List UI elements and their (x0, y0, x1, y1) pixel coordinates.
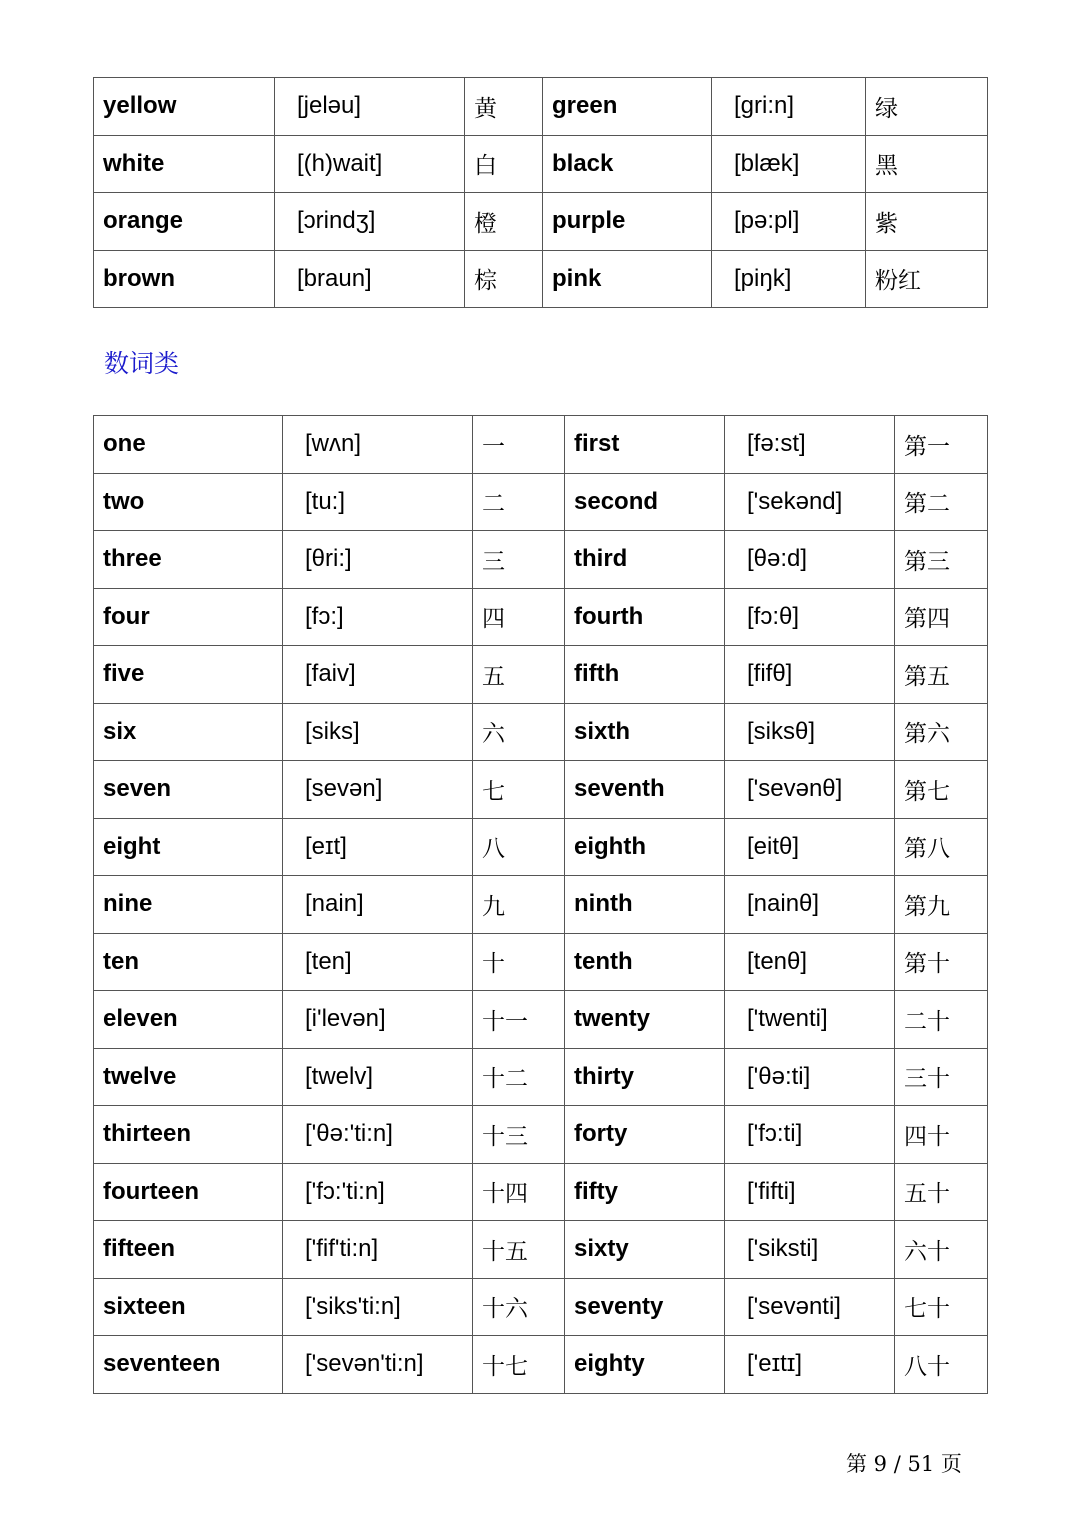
phonetic-cell: [ten] (283, 933, 473, 991)
meaning-cell: 四十 (895, 1106, 988, 1164)
phonetic-cell: ['twenti] (725, 991, 895, 1049)
phonetic-cell: ['sevənθ] (725, 761, 895, 819)
phonetic-cell: ['eɪtɪ] (725, 1336, 895, 1394)
table-row (94, 761, 988, 819)
phonetic-cell: [tu:] (283, 473, 473, 531)
word-cell: two (94, 473, 283, 531)
meaning-cell: 三十 (895, 1048, 988, 1106)
word-cell: fifty (565, 1163, 725, 1221)
phonetic-cell: [(h)wait] (275, 135, 465, 193)
word-cell: sixteen (94, 1278, 283, 1336)
word-cell: seventh (565, 761, 725, 819)
section-title-numerals: 数词类 (104, 349, 180, 378)
meaning-cell: 十三 (473, 1106, 565, 1164)
meaning-cell: 十一 (473, 991, 565, 1049)
meaning-cell: 二 (473, 473, 565, 531)
meaning-cell: 八十 (895, 1336, 988, 1394)
table-row (94, 531, 988, 589)
word-cell: sixth (565, 703, 725, 761)
meaning-cell: 四 (473, 588, 565, 646)
phonetic-cell: [jeləu] (275, 78, 465, 136)
word-cell: orange (94, 193, 275, 251)
table-row (94, 646, 988, 704)
meaning-cell: 棕 (465, 250, 543, 308)
word-cell: first (565, 416, 725, 474)
word-cell: one (94, 416, 283, 474)
word-cell: yellow (94, 78, 275, 136)
phonetic-cell: [fɔ:] (283, 588, 473, 646)
word-cell: ten (94, 933, 283, 991)
word-cell: three (94, 531, 283, 589)
phonetic-cell: [braun] (275, 250, 465, 308)
table-row (94, 933, 988, 991)
word-cell: white (94, 135, 275, 193)
word-cell: fifteen (94, 1221, 283, 1279)
colors-table-body (94, 78, 988, 308)
table-row (94, 250, 988, 308)
table-row (94, 78, 988, 136)
word-cell: seventeen (94, 1336, 283, 1394)
phonetic-cell: ['θə:'ti:n] (283, 1106, 473, 1164)
phonetic-cell: ['fifti] (725, 1163, 895, 1221)
meaning-cell: 第九 (895, 876, 988, 934)
phonetic-cell: ['siksti] (725, 1221, 895, 1279)
word-cell: seven (94, 761, 283, 819)
word-cell: four (94, 588, 283, 646)
word-cell: forty (565, 1106, 725, 1164)
meaning-cell: 六十 (895, 1221, 988, 1279)
phonetic-cell: [fifθ] (725, 646, 895, 704)
word-cell: purple (543, 193, 712, 251)
meaning-cell: 三 (473, 531, 565, 589)
table-row (94, 416, 988, 474)
phonetic-cell: [siksθ] (725, 703, 895, 761)
word-cell: fifth (565, 646, 725, 704)
table-row (94, 193, 988, 251)
phonetic-cell: [eɪt] (283, 818, 473, 876)
meaning-cell: 第六 (895, 703, 988, 761)
table-row (94, 703, 988, 761)
word-cell: eighty (565, 1336, 725, 1394)
meaning-cell: 十二 (473, 1048, 565, 1106)
meaning-cell: 十四 (473, 1163, 565, 1221)
meaning-cell: 五 (473, 646, 565, 704)
word-cell: fourth (565, 588, 725, 646)
phonetic-cell: ['fif'ti:n] (283, 1221, 473, 1279)
meaning-cell: 绿 (866, 78, 988, 136)
phonetic-cell: [faiv] (283, 646, 473, 704)
meaning-cell: 五十 (895, 1163, 988, 1221)
table-row (94, 876, 988, 934)
table-row (94, 588, 988, 646)
word-cell: green (543, 78, 712, 136)
word-cell: twenty (565, 991, 725, 1049)
meaning-cell: 第三 (895, 531, 988, 589)
table-row (94, 1278, 988, 1336)
meaning-cell: 第十 (895, 933, 988, 991)
phonetic-cell: [wʌn] (283, 416, 473, 474)
table-row (94, 1106, 988, 1164)
word-cell: eleven (94, 991, 283, 1049)
meaning-cell: 橙 (465, 193, 543, 251)
table-row (94, 473, 988, 531)
meaning-cell: 十 (473, 933, 565, 991)
phonetic-cell: ['sevənti] (725, 1278, 895, 1336)
phonetic-cell: [blæk] (712, 135, 866, 193)
meaning-cell: 第五 (895, 646, 988, 704)
phonetic-cell: ['θə:ti] (725, 1048, 895, 1106)
word-cell: six (94, 703, 283, 761)
word-cell: brown (94, 250, 275, 308)
table-row (94, 1336, 988, 1394)
table-row (94, 1048, 988, 1106)
word-cell: black (543, 135, 712, 193)
phonetic-cell: [sevən] (283, 761, 473, 819)
word-cell: third (565, 531, 725, 589)
meaning-cell: 七 (473, 761, 565, 819)
meaning-cell: 十七 (473, 1336, 565, 1394)
table-row (94, 818, 988, 876)
word-cell: sixty (565, 1221, 725, 1279)
phonetic-cell: [pə:pl] (712, 193, 866, 251)
phonetic-cell: [siks] (283, 703, 473, 761)
phonetic-cell: [θri:] (283, 531, 473, 589)
table-row (94, 135, 988, 193)
word-cell: tenth (565, 933, 725, 991)
phonetic-cell: [nain] (283, 876, 473, 934)
phonetic-cell: [eitθ] (725, 818, 895, 876)
word-cell: twelve (94, 1048, 283, 1106)
word-cell: seventy (565, 1278, 725, 1336)
word-cell: pink (543, 250, 712, 308)
meaning-cell: 第七 (895, 761, 988, 819)
meaning-cell: 粉红 (866, 250, 988, 308)
meaning-cell: 第四 (895, 588, 988, 646)
table-row (94, 1163, 988, 1221)
meaning-cell: 黄 (465, 78, 543, 136)
phonetic-cell: [i'levən] (283, 991, 473, 1049)
phonetic-cell: ['sekənd] (725, 473, 895, 531)
phonetic-cell: ['sevən'ti:n] (283, 1336, 473, 1394)
word-cell: eighth (565, 818, 725, 876)
phonetic-cell: ['siks'ti:n] (283, 1278, 473, 1336)
meaning-cell: 七十 (895, 1278, 988, 1336)
meaning-cell: 第八 (895, 818, 988, 876)
meaning-cell: 八 (473, 818, 565, 876)
word-cell: eight (94, 818, 283, 876)
meaning-cell: 九 (473, 876, 565, 934)
word-cell: fourteen (94, 1163, 283, 1221)
word-cell: five (94, 646, 283, 704)
meaning-cell: 十六 (473, 1278, 565, 1336)
meaning-cell: 黑 (866, 135, 988, 193)
meaning-cell: 十五 (473, 1221, 565, 1279)
word-cell: thirty (565, 1048, 725, 1106)
phonetic-cell: [fə:st] (725, 416, 895, 474)
numbers-vocab-table (93, 415, 988, 1394)
meaning-cell: 第二 (895, 473, 988, 531)
word-cell: second (565, 473, 725, 531)
word-cell: ninth (565, 876, 725, 934)
phonetic-cell: [fɔ:θ] (725, 588, 895, 646)
phonetic-cell: ['fɔ:'ti:n] (283, 1163, 473, 1221)
meaning-cell: 紫 (866, 193, 988, 251)
phonetic-cell: [gri:n] (712, 78, 866, 136)
meaning-cell: 第一 (895, 416, 988, 474)
meaning-cell: 白 (465, 135, 543, 193)
meaning-cell: 二十 (895, 991, 988, 1049)
phonetic-cell: [nainθ] (725, 876, 895, 934)
table-row (94, 991, 988, 1049)
page-number: 第 9 / 51 页 (846, 1452, 962, 1476)
colors-vocab-table (93, 77, 988, 308)
phonetic-cell: [tenθ] (725, 933, 895, 991)
phonetic-cell: [ɔrindʒ] (275, 193, 465, 251)
phonetic-cell: [piŋk] (712, 250, 866, 308)
word-cell: thirteen (94, 1106, 283, 1164)
meaning-cell: 六 (473, 703, 565, 761)
phonetic-cell: ['fɔ:ti] (725, 1106, 895, 1164)
phonetic-cell: [twelv] (283, 1048, 473, 1106)
word-cell: nine (94, 876, 283, 934)
phonetic-cell: [θə:d] (725, 531, 895, 589)
numbers-table-body (94, 416, 988, 1394)
table-row (94, 1221, 988, 1279)
meaning-cell: 一 (473, 416, 565, 474)
